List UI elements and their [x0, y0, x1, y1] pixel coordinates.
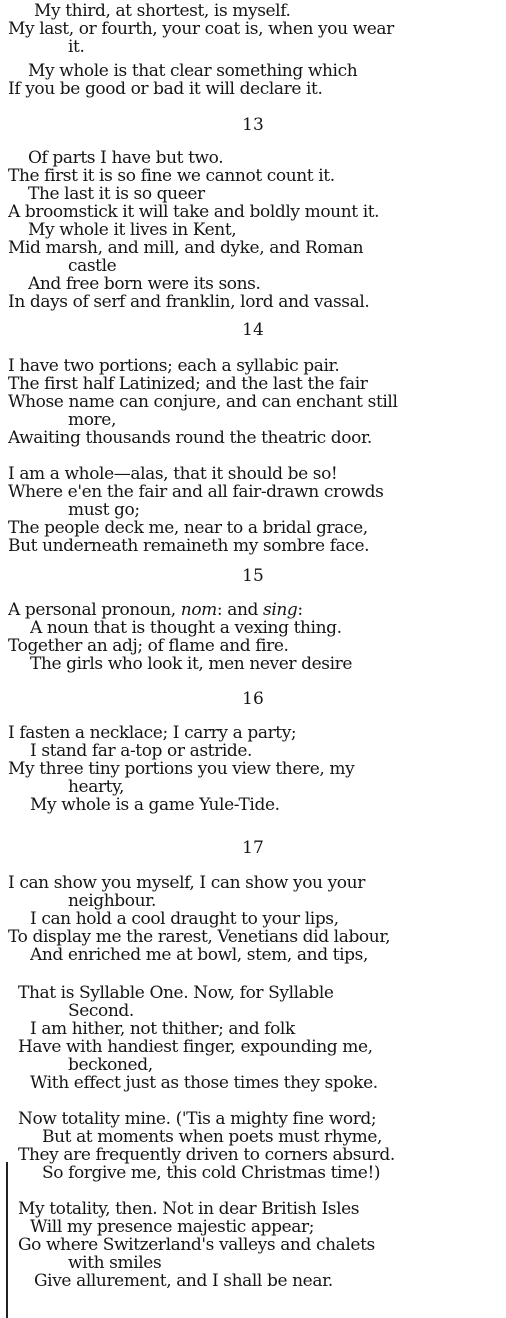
- verse-line: I stand far a-top or astride.: [30, 742, 253, 760]
- verse-line: neighbour.: [68, 892, 157, 910]
- verse-line: Have with handiest finger, expounding me,: [18, 1038, 373, 1056]
- verse-line: With effect just as those times they spoke.: [30, 1074, 378, 1092]
- riddle-number: 13: [242, 115, 264, 135]
- verse-line: I can show you myself, I can show you your: [8, 874, 365, 892]
- verse-line: castle: [68, 257, 117, 275]
- riddle-number: 16: [242, 689, 264, 709]
- verse-line: Go where Switzerland's valleys and chalets: [18, 1236, 375, 1254]
- verse-line: [8, 601, 428, 619]
- verse-line: But at moments when poets must rhyme,: [42, 1128, 383, 1146]
- verse-line: But underneath remaineth my sombre face.: [8, 537, 370, 555]
- verse-text: A personal pronoun,: [8, 601, 181, 619]
- verse-line: Where e'en the fair and all fair-drawn crowds: [8, 483, 384, 501]
- verse-line: Second.: [68, 1002, 134, 1020]
- verse-line: To display me the rarest, Venetians did labour,: [8, 928, 391, 946]
- verse-line: Will my presence majestic appear;: [30, 1218, 315, 1236]
- verse-line: My last, or fourth, your coat is, when you wear: [8, 20, 394, 38]
- verse-italic: sing: [263, 601, 298, 619]
- verse-line: I fasten a necklace; I carry a party;: [8, 724, 297, 742]
- verse-line: My three tiny portions you view there, my: [8, 760, 355, 778]
- verse-line: The last it is so queer: [28, 185, 205, 203]
- verse-line: more,: [68, 411, 116, 429]
- verse-line: Awaiting thousands round the theatric door.: [8, 429, 372, 447]
- verse-line: My whole is that clear something which: [28, 62, 358, 80]
- verse-line: My whole is a game Yule-Tide.: [30, 796, 280, 814]
- verse-line: beckoned,: [68, 1056, 153, 1074]
- verse-line: A broomstick it will take and boldly mount it.: [8, 203, 380, 221]
- verse-line: They are frequently driven to corners absurd.: [18, 1146, 395, 1164]
- verse-text: :: [297, 601, 303, 619]
- verse-line: Mid marsh, and mill, and dyke, and Roman: [8, 239, 364, 257]
- verse-line: So forgive me, this cold Christmas time!): [42, 1164, 381, 1182]
- column-rule: [6, 1162, 8, 1318]
- verse-line: I have two portions; each a syllabic pair.: [8, 357, 340, 375]
- verse-line: with smiles: [68, 1254, 162, 1272]
- verse-line: That is Syllable One. Now, for Syllable: [18, 984, 334, 1002]
- verse-line: Of parts I have but two.: [28, 149, 224, 167]
- verse-line: it.: [68, 38, 85, 56]
- verse-italic: nom: [180, 601, 217, 619]
- verse-line: The first it is so fine we cannot count it.: [8, 167, 335, 185]
- verse-line: The first half Latinized; and the last the fair: [8, 375, 368, 393]
- verse-line: I am hither, not thither; and folk: [30, 1020, 295, 1038]
- verse-line: My totality, then. Not in dear British Isles: [18, 1200, 360, 1218]
- verse-line: My third, at shortest, is myself.: [34, 2, 291, 20]
- verse-line: A noun that is thought a vexing thing.: [30, 619, 342, 637]
- verse-line: The people deck me, near to a bridal grace,: [8, 519, 368, 537]
- verse-line: I am a whole—alas, that it should be so!: [8, 465, 338, 483]
- verse-line: Now totality mine. ('Tis a mighty fine word;: [18, 1110, 377, 1128]
- verse-line: hearty,: [68, 778, 125, 796]
- verse-line: If you be good or bad it will declare it.: [8, 80, 323, 98]
- verse-line: Give allurement, and I shall be near.: [34, 1272, 333, 1290]
- riddle-number: 17: [242, 838, 264, 858]
- verse-line: I can hold a cool draught to your lips,: [30, 910, 339, 928]
- verse-line: Together an adj; of flame and fire.: [8, 637, 289, 655]
- verse-line: must go;: [68, 501, 140, 519]
- verse-line: Whose name can conjure, and can enchant still: [8, 393, 398, 411]
- verse-text: : and: [216, 601, 263, 619]
- verse-line: My whole it lives in Kent,: [28, 221, 237, 239]
- verse-line: And enriched me at bowl, stem, and tips,: [30, 946, 368, 964]
- verse-line: In days of serf and franklin, lord and vassal.: [8, 293, 370, 311]
- verse-line: And free born were its sons.: [28, 275, 261, 293]
- riddle-number: 14: [242, 320, 264, 340]
- riddle-number: 15: [242, 566, 264, 586]
- verse-line: The girls who look it, men never desire: [30, 655, 353, 673]
